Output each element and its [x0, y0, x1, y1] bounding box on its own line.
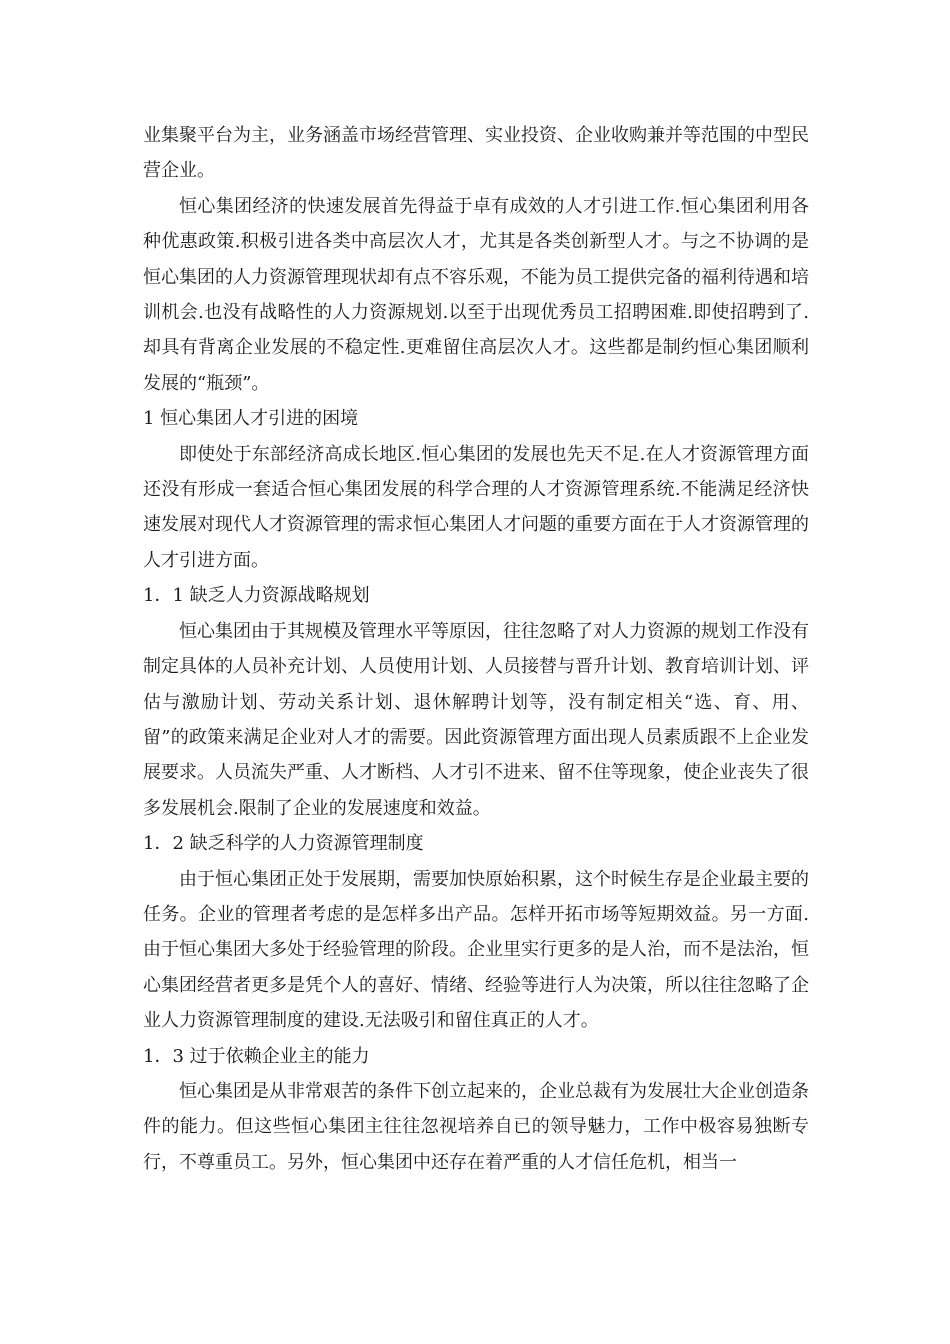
section-heading-1-1: 1．1 缺乏人力资源战略规划	[143, 585, 370, 607]
section-heading-1-2: 1．2 缺乏科学的人力资源管理制度	[143, 833, 424, 855]
paragraph-section-1-2: 由于恒心集团正处于发展期，需要加快原始积累，这个时候生存是企业最主要的任务。企业的管理者考虑的是怎样多出产品。怎样开拓市场等短期效益。另一方面.由于恒心集团大多处于经验管理的阶段。企业里实行更多的是人治，而不是法治，恒心集团经营者更多是凭个人的喜好、情绪、经验等进行人为决策，所以往往忽略了企业人力资源管理制度的建设.无法吸引和留住真正的人才。	[143, 868, 809, 1032]
section-heading-1: 1 恒心集团人才引进的困境	[143, 408, 359, 430]
paragraph-intro-continued: 业集聚平台为主，业务涵盖市场经营管理、实业投资、企业收购兼并等范围的中型民营企业。	[143, 125, 809, 182]
document-body	[143, 118, 809, 1180]
paragraph-section-1-3: 恒心集团是从非常艰苦的条件下创立起来的，企业总裁有为发展壮大企业创造条件的能力。但这些恒心集团主往往忽视培养自已的领导魅力，工作中极容易独断专行，不尊重员工。另外，恒心集团中还存在着严重的人才信任危机，相当一	[143, 1080, 809, 1173]
paragraph-section-1-1: 恒心集团由于其规模及管理水平等原因，往往忽略了对人力资源的规划工作没有制定具体的人员补充计划、人员使用计划、人员接替与晋升计划、教育培训计划、评估与激励计划、劳动关系计划、退休解聘计划等，没有制定相关“选、育、用、留”的政策来满足企业对人才的需要。因此资源管理方面出现人员素质跟不上企业发展要求。人员流失严重、人才断档、人才引不进来、留不住等现象，使企业丧失了很多发展机会.限制了企业的发展速度和效益。	[143, 620, 809, 819]
section-heading-1-3: 1．3 过于依赖企业主的能力	[143, 1045, 370, 1067]
paragraph-section-1: 即使处于东部经济高成长地区.恒心集团的发展也先天不足.在人才资源管理方面还没有形成一套适合恒心集团发展的科学合理的人才资源管理系统.不能满足经济快速发展对现代人才资源管理的需求恒心集团人才问题的重要方面在于人才资源管理的人才引进方面。	[143, 443, 809, 571]
paragraph-talent-introduction: 恒心集团经济的快速发展首先得益于卓有成效的人才引进工作.恒心集团利用各种优惠政策.积极引进各类中高层次人才，尤其是各类创新型人才。与之不协调的是恒心集团的人力资源管理现状却有点不容乐观，不能为员工提供完备的福利待遇和培训机会.也没有战略性的人力资源规划.以至于出现优秀员工招聘困难.即使招聘到了.却具有背离企业发展的不稳定性.更难留住高层次人才。这些都是制约恒心集团顺利发展的“瓶颈”。	[143, 195, 809, 394]
